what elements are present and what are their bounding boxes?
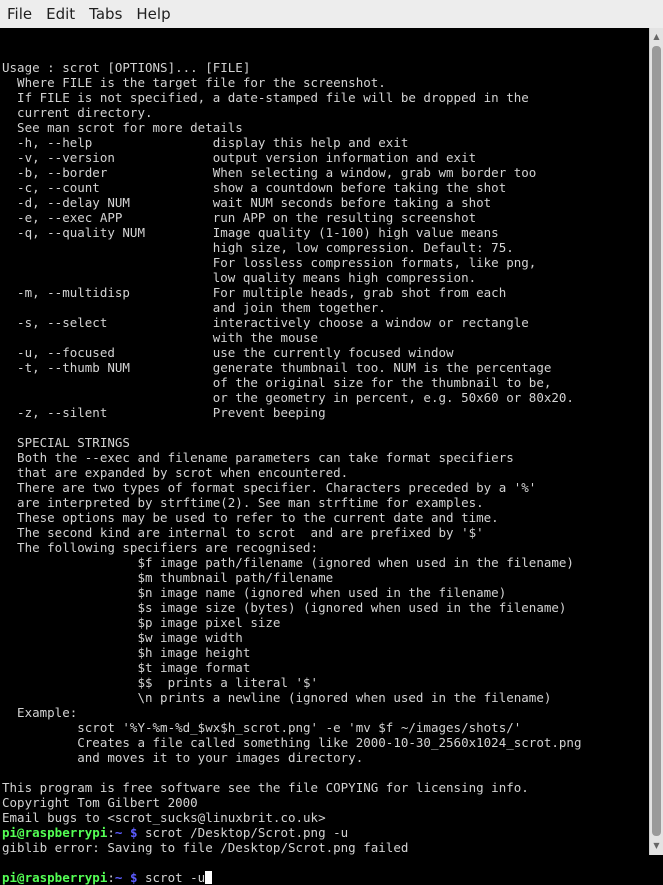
terminal-line: Copyright Tom Gilbert 2000: [2, 795, 198, 810]
terminal-line: current directory.: [2, 105, 153, 120]
prompt-command[interactable]: scrot -u: [137, 870, 206, 885]
terminal-line: \n prints a newline (ignored when used in the filename): [2, 690, 552, 705]
terminal-line: -d, --delay NUM wait NUM seconds before taking a shot: [2, 195, 492, 210]
terminal-line: $t image format: [2, 660, 251, 675]
menu-file[interactable]: File: [7, 5, 33, 23]
terminal-view[interactable]: [0, 28, 649, 885]
terminal-line: $p image pixel size: [2, 615, 281, 630]
prompt-user-host: pi@raspberrypi: [2, 870, 108, 885]
terminal-line: Example:: [2, 705, 78, 720]
terminal-line: of the original size for the thumbnail to be,: [2, 375, 552, 390]
menu-bar: [0, 0, 663, 28]
terminal-line: If FILE is not specified, a date-stamped file will be dropped in the: [2, 90, 529, 105]
terminal-line: See man scrot for more details: [2, 120, 243, 135]
terminal-line: These options may be used to refer to the current date and time.: [2, 510, 499, 525]
terminal-line: The following specifiers are recognised:: [2, 540, 319, 555]
terminal-line: with the mouse: [2, 330, 319, 345]
terminal-line: and moves it to your images directory.: [2, 750, 364, 765]
terminal-line: This program is free software see the file COPYING for licensing info.: [2, 780, 529, 795]
menu-edit[interactable]: Edit: [46, 5, 76, 23]
terminal-line: -q, --quality NUM Image quality (1-100) high value means: [2, 225, 499, 240]
terminal-line: Both the --exec and filename parameters can take format specifiers: [2, 450, 514, 465]
terminal-line: or the geometry in percent, e.g. 50x60 or 80x20.: [2, 390, 574, 405]
error-line: giblib error: Saving to file /Desktop/Scrot.png failed: [2, 840, 409, 855]
terminal-prompt-line: [2, 825, 581, 840]
terminal-line: -b, --border When selecting a window, grab wm border too: [2, 165, 537, 180]
terminal-line: high size, low compression. Default: 75.: [2, 240, 514, 255]
terminal-line: SPECIAL STRINGS: [2, 435, 130, 450]
terminal-line: that are expanded by scrot when encountered.: [2, 465, 349, 480]
terminal-line: -z, --silent Prevent beeping: [2, 405, 326, 420]
terminal-line: -s, --select interactively choose a window or rectangle: [2, 315, 529, 330]
terminal-line: -u, --focused use the currently focused window: [2, 345, 454, 360]
terminal-line: -m, --multidisp For multiple heads, grab shot from each: [2, 285, 507, 300]
terminal-line: $$ prints a literal '$': [2, 675, 319, 690]
blank-line: [2, 855, 581, 870]
terminal-line: $m thumbnail path/filename: [2, 570, 334, 585]
prompt-path: ~ $: [114, 825, 138, 840]
terminal-prompt-line: [2, 870, 581, 885]
terminal-line: $w image width: [2, 630, 243, 645]
menu-tabs[interactable]: Tabs: [89, 5, 123, 23]
terminal-line: -t, --thumb NUM generate thumbnail too. NUM is the percentage: [2, 360, 552, 375]
terminal-line: and join them together.: [2, 300, 386, 315]
prompt-user-host: pi@raspberrypi: [2, 825, 108, 840]
terminal-line: [2, 420, 581, 435]
terminal-line: The second kind are internal to scrot and are prefixed by '$': [2, 525, 484, 540]
terminal-line: scrot '%Y-%m-%d_$wx$h_scrot.png' -e 'mv $f ~/images/shots/': [2, 720, 522, 735]
terminal-line: Creates a file called something like 2000-10-30_2560x1024_scrot.png: [2, 735, 582, 750]
terminal-line: $s image size (bytes) (ignored when used in the filename): [2, 600, 567, 615]
terminal-line: -c, --count show a countdown before taking the shot: [2, 180, 507, 195]
terminal-line: For lossless compression formats, like png,: [2, 255, 537, 270]
terminal-line: There are two types of format specifier. Characters preceded by a '%': [2, 480, 537, 495]
terminal-line: Email bugs to <scrot_sucks@linuxbrit.co.uk>: [2, 810, 326, 825]
text-cursor: [205, 871, 212, 884]
terminal-line: Where FILE is the target file for the screenshot.: [2, 75, 386, 90]
terminal-line: -h, --help display this help and exit: [2, 135, 409, 150]
menu-help[interactable]: Help: [136, 5, 171, 23]
prompt-command: scrot /Desktop/Scrot.png -u: [137, 825, 349, 840]
terminal-line: $h image height: [2, 645, 251, 660]
terminal-line: $f image path/filename (ignored when used in the filename): [2, 555, 574, 570]
scroll-down-arrow-icon[interactable]: ▼: [653, 841, 660, 850]
prompt-separator: :: [107, 825, 115, 840]
terminal-output: [2, 30, 581, 885]
terminal-line: low quality means high compression.: [2, 270, 477, 285]
terminal-line: -e, --exec APP run APP on the resulting screenshot: [2, 210, 477, 225]
prompt-separator: :: [107, 870, 115, 885]
terminal-line: Usage : scrot [OPTIONS]... [FILE]: [2, 60, 251, 75]
terminal-line: -v, --version output version information and exit: [2, 150, 477, 165]
vertical-scrollbar[interactable]: [649, 28, 663, 855]
prompt-path: ~ $: [114, 870, 138, 885]
terminal-line: $n image name (ignored when used in the filename): [2, 585, 507, 600]
scrollbar-thumb[interactable]: [652, 46, 661, 836]
terminal-line: are interpreted by strftime(2). See man strftime for examples.: [2, 495, 484, 510]
terminal-line: [2, 765, 581, 780]
scroll-up-arrow-icon[interactable]: ▲: [653, 32, 660, 41]
